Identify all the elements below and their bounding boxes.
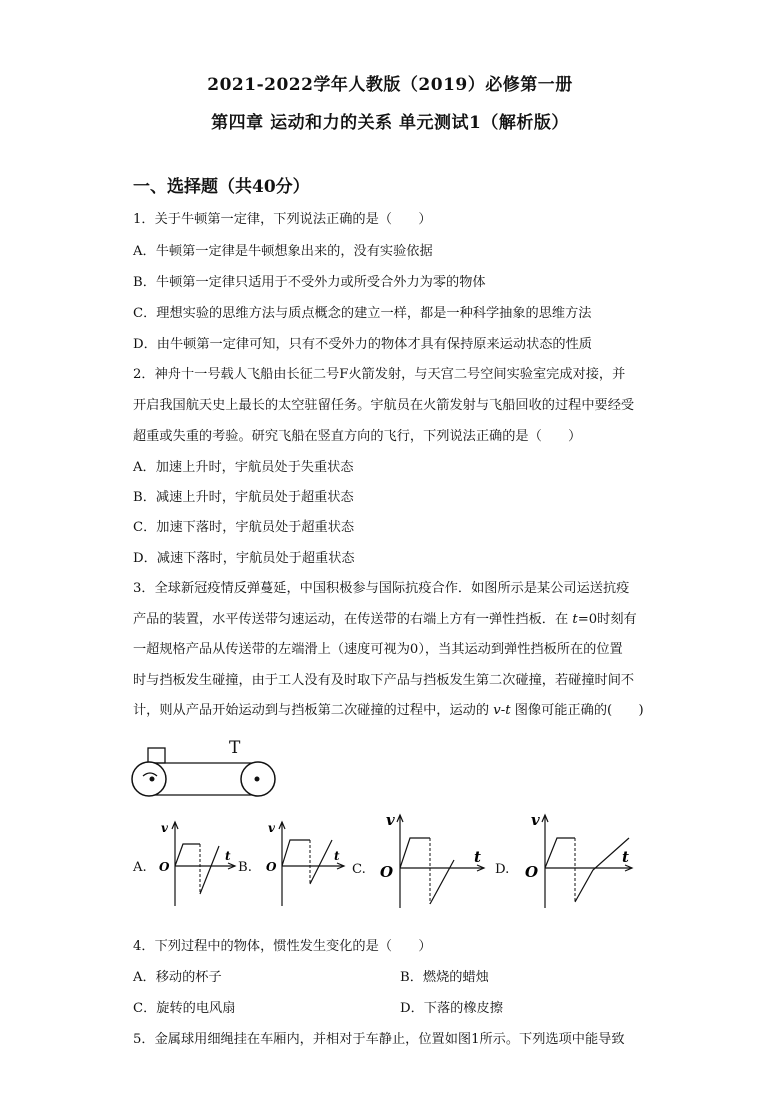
q3-stem-line3: 一超规格产品从传送带的左端滑上（速度可视为0），当其运动到弹性挡板所在的位置: [133, 642, 623, 657]
q3-var-v: v: [493, 703, 501, 718]
q3-text: =0时刻有: [577, 612, 637, 627]
v-axis-label: v: [531, 811, 540, 829]
q5-stem: 5．金属球用细绳挂在车厢内，并相对于车静止，位置如图1所示。下列选项中能导致: [133, 1032, 625, 1047]
q1-option-b: B．牛顿第一定律只适用于不受外力或所受合外力为零的物体: [133, 275, 486, 290]
document-subtitle: 第四章 运动和力的关系 单元测试1（解析版）: [211, 113, 569, 133]
t-axis-label: t: [622, 848, 629, 866]
origin-label: O: [525, 863, 539, 881]
v-axis-label: v: [386, 811, 395, 829]
q2-stem-line2: 开启我国航天史上最长的太空驻留任务。宇航员在火箭发射与飞船回收的过程中要经受: [133, 398, 635, 413]
section-heading: 一、选择题（共40分）: [133, 177, 310, 197]
origin-label: O: [266, 860, 277, 874]
q3-option-label-a: A.: [133, 860, 147, 875]
document-title: 2021-2022学年人教版（2019）必修第一册: [207, 75, 573, 95]
q2-option-d: D．减速下落时，宇航员处于超重状态: [133, 551, 355, 566]
baffle-symbol: T: [229, 738, 241, 758]
q3-option-label-d: D.: [495, 862, 510, 877]
q3-text: -: [500, 703, 506, 718]
vt-curve-after: [575, 838, 629, 902]
q2-stem-line1: 2．神舟十一号载人飞船由长征二号F火箭发射，与天宫二号空间实验室完成对接，并: [133, 367, 626, 382]
q3-stem-line4: 时与挡板发生碰撞，由于工人没有及时取下产品与挡板发生第二次碰撞，若碰撞时间不: [133, 673, 635, 688]
q3-text: 图像可能正确的( ): [510, 703, 644, 718]
q1-option-d: D．由牛顿第一定律可知，只有不受外力的物体才具有保持原来运动状态的性质: [133, 337, 592, 352]
q1-option-c: C．理想实验的思维方法与质点概念的建立一样，都是一种科学抽象的思维方法: [133, 306, 592, 321]
t-axis-label: t: [334, 849, 340, 863]
q3-text: 产品的装置，水平传送带匀速运动，在传送带的右端上方有一弹性挡板．在: [133, 612, 573, 627]
q2-stem-line3: 超重或失重的考验。研究飞船在竖直方向的飞行，下列说法正确的是（ ）: [133, 429, 582, 444]
q3-var-t: t: [572, 612, 578, 627]
q3-stem-line1: 3．全球新冠疫情反弹蔓延，中国积极参与国际抗疫合作．如图所示是某公司运送抗疫: [133, 581, 630, 596]
q1-option-a: A．牛顿第一定律是牛顿想象出来的，没有实验依据: [133, 244, 433, 259]
q2-option-c: C．加速下落时，宇航员处于超重状态: [133, 520, 355, 535]
q4-option-d: D．下落的橡皮擦: [400, 1001, 503, 1016]
q2-option-a: A．加速上升时，宇航员处于失重状态: [133, 460, 354, 475]
q3-text: 计，则从产品开始运动到与挡板第二次碰撞的过程中，运动的: [133, 703, 494, 718]
origin-label: O: [380, 863, 394, 881]
origin-label: O: [159, 860, 170, 874]
t-axis-label: t: [225, 849, 231, 863]
q4-option-a: A．移动的杯子: [133, 970, 222, 985]
q2-option-b: B．减速上升时，宇航员处于超重状态: [133, 490, 354, 505]
q4-stem: 4．下列过程中的物体，惯性发生变化的是（ ）: [133, 939, 432, 954]
v-axis-label: v: [161, 821, 168, 835]
vt-curve-before: [545, 838, 575, 868]
v-axis-label: v: [268, 821, 275, 835]
q3-var-t: t: [505, 703, 511, 718]
q4-option-b: B．燃烧的蜡烛: [400, 970, 489, 985]
t-axis-label: t: [474, 848, 481, 866]
q3-option-label-b: B.: [238, 860, 252, 875]
q4-option-c: C．旋转的电风扇: [133, 1001, 236, 1016]
q1-stem: 1．关于牛顿第一定律，下列说法正确的是（ ）: [133, 212, 432, 227]
q3-option-label-c: C.: [352, 862, 366, 877]
